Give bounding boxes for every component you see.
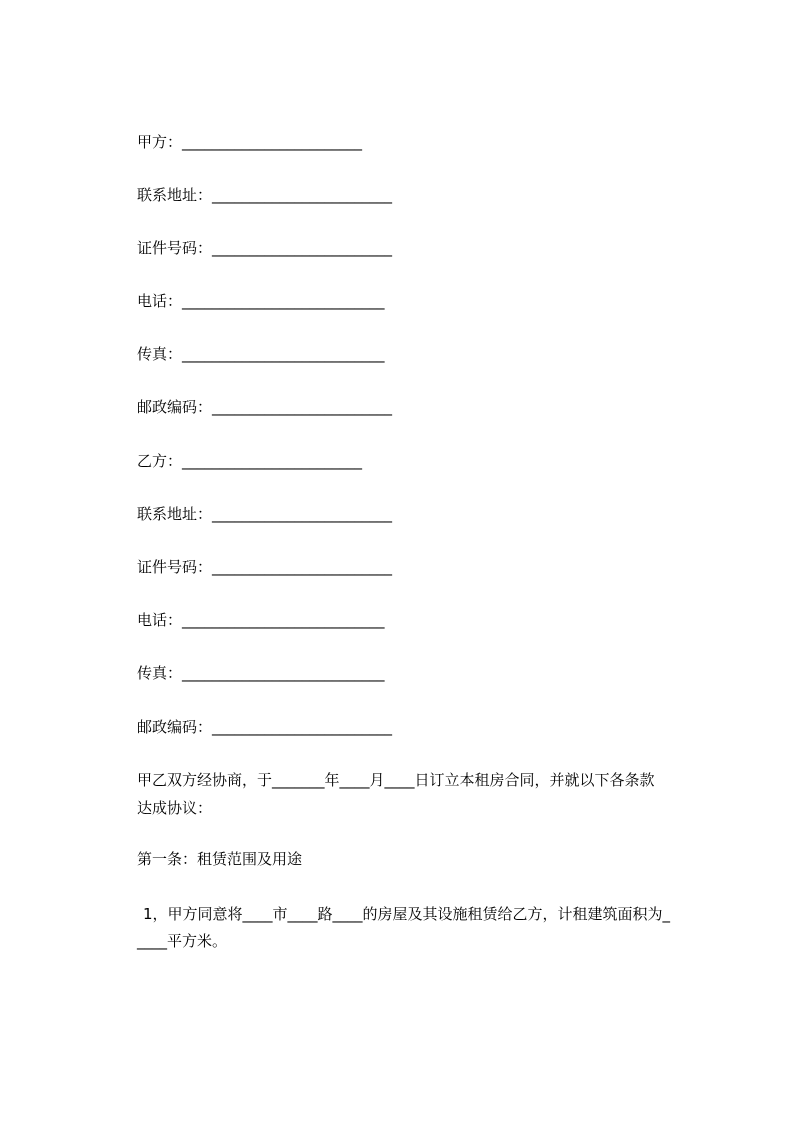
party-b-address-field: 联系地址：________________________ xyxy=(137,505,393,523)
article-1-clause-1-line-1: 1，甲方同意将____市____路____的房屋及其设施租赁给乙方，计租建筑面积为_ xyxy=(143,905,671,923)
party-a-phone-field: 电话：___________________________ xyxy=(137,292,385,310)
party-b-name-field: 乙方：________________________ xyxy=(137,452,363,470)
party-a-address-field: 联系地址：________________________ xyxy=(137,186,393,204)
agreement-intro-line-2: 达成协议： xyxy=(137,799,213,817)
party-b-phone-field: 电话：___________________________ xyxy=(137,611,385,629)
party-a-name-field: 甲方：________________________ xyxy=(137,133,363,151)
article-1-heading: 第一条：租赁范围及用途 xyxy=(137,850,303,868)
article-1-clause-1-line-2: ____平方米。 xyxy=(137,932,228,950)
party-b-id-number-field: 证件号码：________________________ xyxy=(137,558,393,576)
party-b-postal-code-field: 邮政编码：________________________ xyxy=(137,718,393,736)
party-a-id-number-field: 证件号码：________________________ xyxy=(137,239,393,257)
party-a-fax-field: 传真：___________________________ xyxy=(137,345,385,363)
party-a-postal-code-field: 邮政编码：________________________ xyxy=(137,398,393,416)
party-b-fax-field: 传真：___________________________ xyxy=(137,664,385,682)
agreement-intro-line-1: 甲乙双方经协商，于_______年____月____日订立本租房合同，并就以下各条款 xyxy=(137,771,655,789)
